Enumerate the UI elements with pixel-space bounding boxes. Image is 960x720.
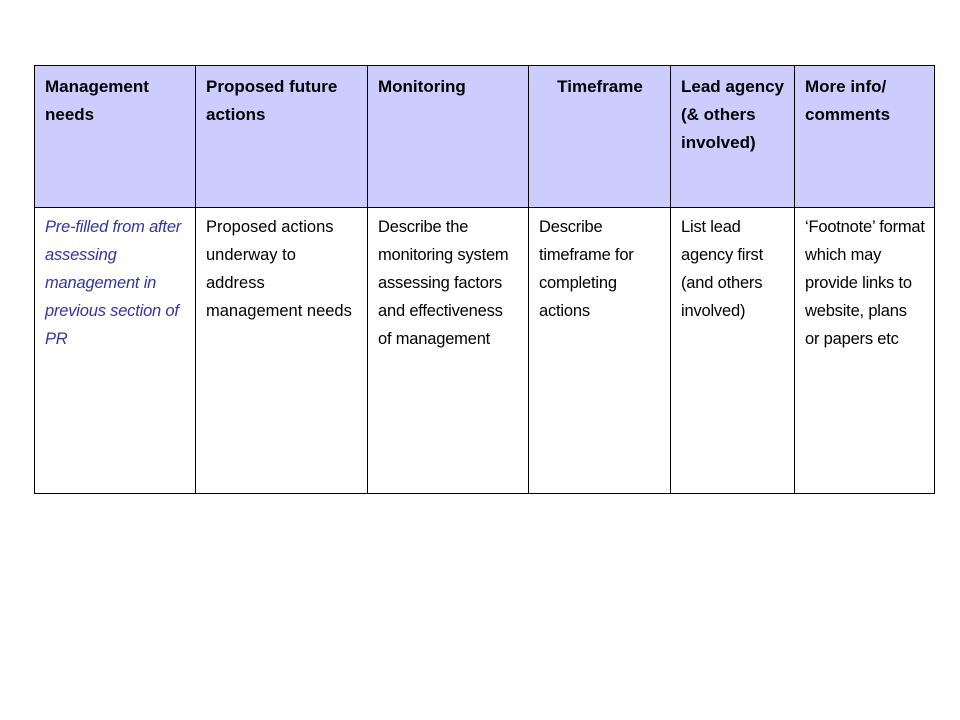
cell-timeframe: Describe timeframe for completing actions — [529, 208, 671, 494]
header-monitoring: Monitoring — [368, 66, 529, 208]
table-header-row — [35, 66, 935, 208]
table-row — [35, 208, 935, 494]
header-proposed-future-actions: Proposed future actions — [196, 66, 368, 208]
cell-more-info-comments: ‘Footnote’ format which may provide links to website, plans or papers etc — [795, 208, 935, 494]
management-table — [34, 65, 935, 494]
header-management-needs: Management needs — [35, 66, 196, 208]
header-lead-agency: Lead agency (& others involved) — [671, 66, 795, 208]
cell-lead-agency: List lead agency first (and others involved) — [671, 208, 795, 494]
header-timeframe: Timeframe — [529, 66, 671, 208]
cell-proposed-future-actions: Proposed actions underway to address management needs — [196, 208, 368, 494]
cell-management-needs: Pre-filled from after assessing management in previous section of PR — [35, 208, 196, 494]
cell-monitoring: Describe the monitoring system assessing factors and effectiveness of management — [368, 208, 529, 494]
header-more-info-comments: More info/ comments — [795, 66, 935, 208]
